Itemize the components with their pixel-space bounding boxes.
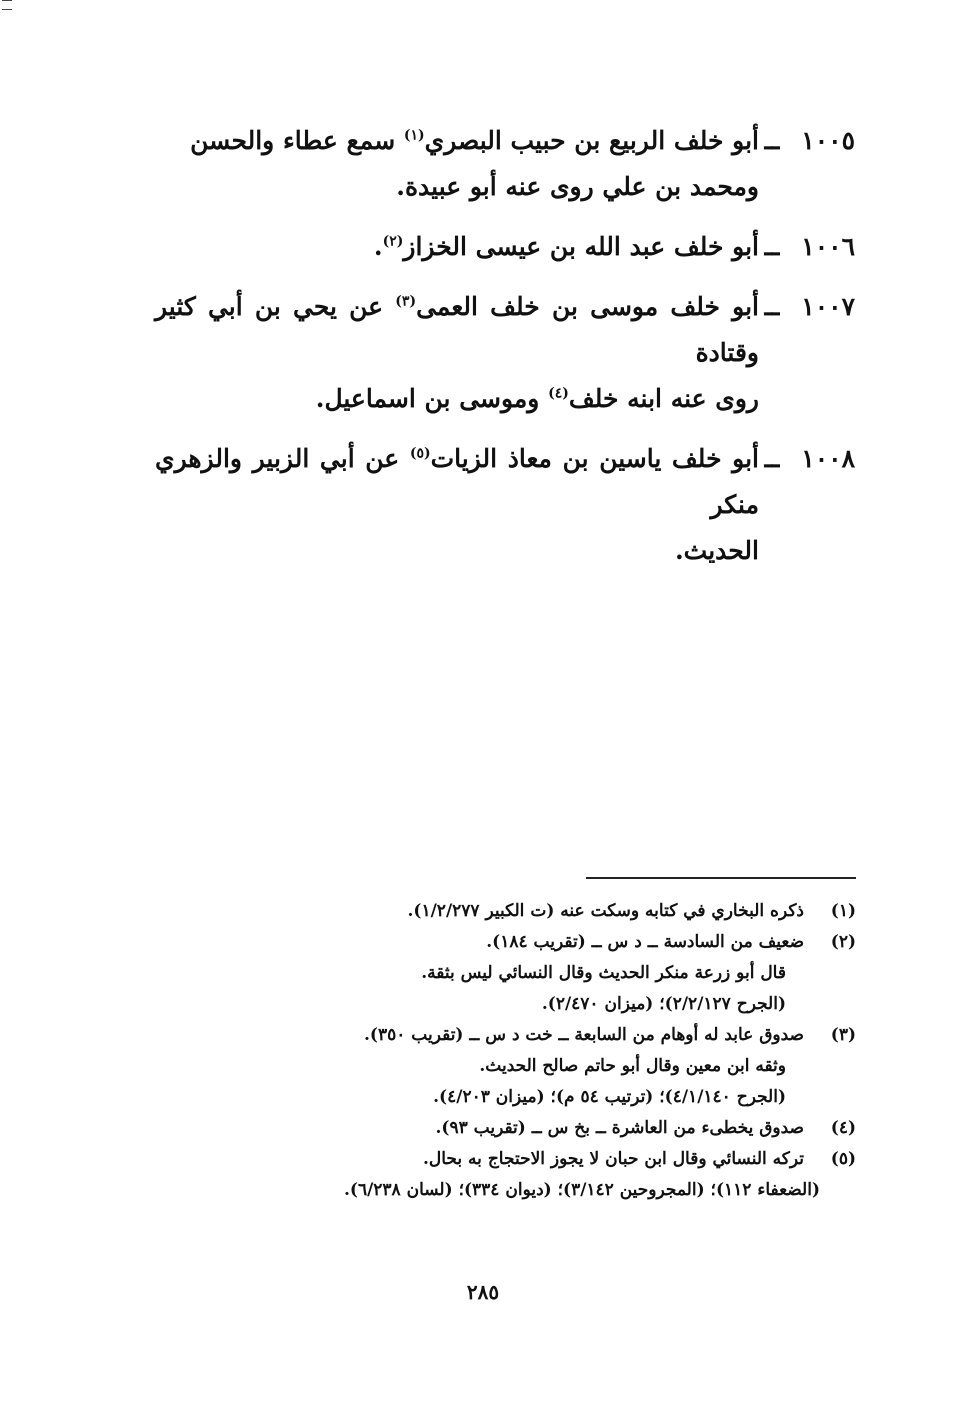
footnote-ref: (٢)	[382, 233, 404, 250]
footnote-3	[220, 1020, 856, 1113]
entry-number: ١٠٠٦	[801, 232, 855, 261]
page-number: ٢٨٥	[466, 1280, 500, 1304]
entry-text-line2: ومحمد بن علي روى عنه أبو عبيدة.	[396, 172, 759, 201]
footnote-ref: (٥)	[409, 445, 431, 462]
footnote-line: تركه النسائي وقال ابن حبان لا يجوز الاحتجاج به بحال.	[422, 1149, 804, 1169]
entry-dash: ــ	[764, 292, 780, 321]
entry-number: ١٠٠٨	[801, 444, 855, 473]
footnote-body	[220, 1144, 804, 1175]
entry-1008	[155, 436, 855, 574]
footnote-ref: (٤)	[548, 385, 569, 402]
footnote-line: ذكره البخاري في كتابه وسكت عنه (ت الكبير ١/٢/٢٧٧).	[407, 901, 804, 921]
corner-mark	[2, 0, 12, 10]
footnote-number: (١)	[830, 901, 856, 921]
entry-text	[155, 118, 759, 210]
entry-text	[155, 224, 759, 270]
entry-dash: ــ	[764, 444, 780, 473]
footnote-ref: (١)	[403, 127, 425, 144]
entry-text-part: أبو خلف الربيع بن حبيب البصري	[424, 126, 759, 155]
entry-1005	[155, 118, 855, 210]
footnote-line: وثقه ابن معين وقال أبو حاتم صالح الحديث.	[479, 1056, 786, 1076]
entry-text	[155, 436, 759, 574]
footnote-number: (٤)	[830, 1118, 856, 1138]
entry-dash: ــ	[764, 126, 780, 155]
footnote-number: (٢)	[830, 932, 856, 952]
entry-text	[155, 284, 759, 422]
footnote-2	[220, 927, 856, 1020]
entry-text-part: أبو خلف موسى بن خلف العمى	[416, 292, 759, 321]
entry-number: ١٠٠٥	[801, 126, 855, 155]
footnote-line: (الجرح ٤/١/١٤٠)؛ (ترتيب ٥٤ م)؛ (ميزان ٤/٢٠٣).	[433, 1087, 786, 1107]
footnote-separator	[586, 877, 856, 879]
footnote-number: (٣)	[830, 1025, 856, 1045]
entry-text-part: أبو خلف ياسين بن معاذ الزيات	[430, 444, 759, 473]
entry-1007	[155, 284, 855, 422]
entry-text-part: أبو خلف عبد الله بن عيسى الخزاز	[403, 232, 759, 261]
footnote-ref: (٣)	[395, 293, 417, 310]
footnote-line: ضعيف من السادسة ــ د س ــ (تقريب ١٨٤).	[486, 932, 804, 952]
entry-text-line2: الحديث.	[674, 536, 759, 565]
entry-text-part: روى عنه ابنه خلف	[568, 384, 759, 413]
footnote-line: صدوق يخطىء من العاشرة ــ بخ س ــ (تقريب ٩٣).	[435, 1118, 804, 1138]
footnote-4	[220, 1113, 856, 1144]
footnote-line: قال أبو زرعة منكر الحديث وقال النسائي ليس بثقة.	[421, 963, 786, 983]
footnote-body	[220, 927, 804, 1020]
footnote-number: (٥)	[830, 1149, 856, 1169]
entry-text-line2	[155, 376, 759, 422]
entries-list	[155, 118, 855, 588]
footnote-1	[220, 896, 856, 927]
entry-text-part: .	[373, 232, 383, 261]
footnote-body	[220, 1020, 804, 1113]
footnote-line: (الجرح ٢/٢/١٢٧)؛ (ميزان ٢/٤٧٠).	[541, 994, 786, 1014]
footnote-body	[220, 1113, 804, 1144]
footnote-line: صدوق عابد له أوهام من السابعة ــ خت د س ــ (تقريب ٣٥٠).	[364, 1025, 804, 1045]
entry-1006	[155, 224, 855, 270]
footnote-sources: (الضعفاء ١١٢)؛ (المجروحين ٣/١٤٢)؛ (ديوان ٣٣٤)؛ (لسان ٦/٢٣٨).	[343, 1180, 820, 1200]
footnote-5	[220, 1144, 856, 1175]
footnote-body	[220, 896, 804, 927]
entry-text-part: عن أبي الزبير والزهري منكر	[155, 444, 759, 519]
entry-dash: ــ	[764, 232, 780, 261]
entry-text-part: وموسى بن اسماعيل.	[315, 384, 549, 413]
entry-number: ١٠٠٧	[801, 292, 855, 321]
entry-text-part: سمع عطاء والحسن	[190, 126, 404, 155]
entry-text-part: عن يحي بن أبي كثير وقتادة	[155, 292, 759, 367]
footnotes	[220, 896, 856, 1206]
